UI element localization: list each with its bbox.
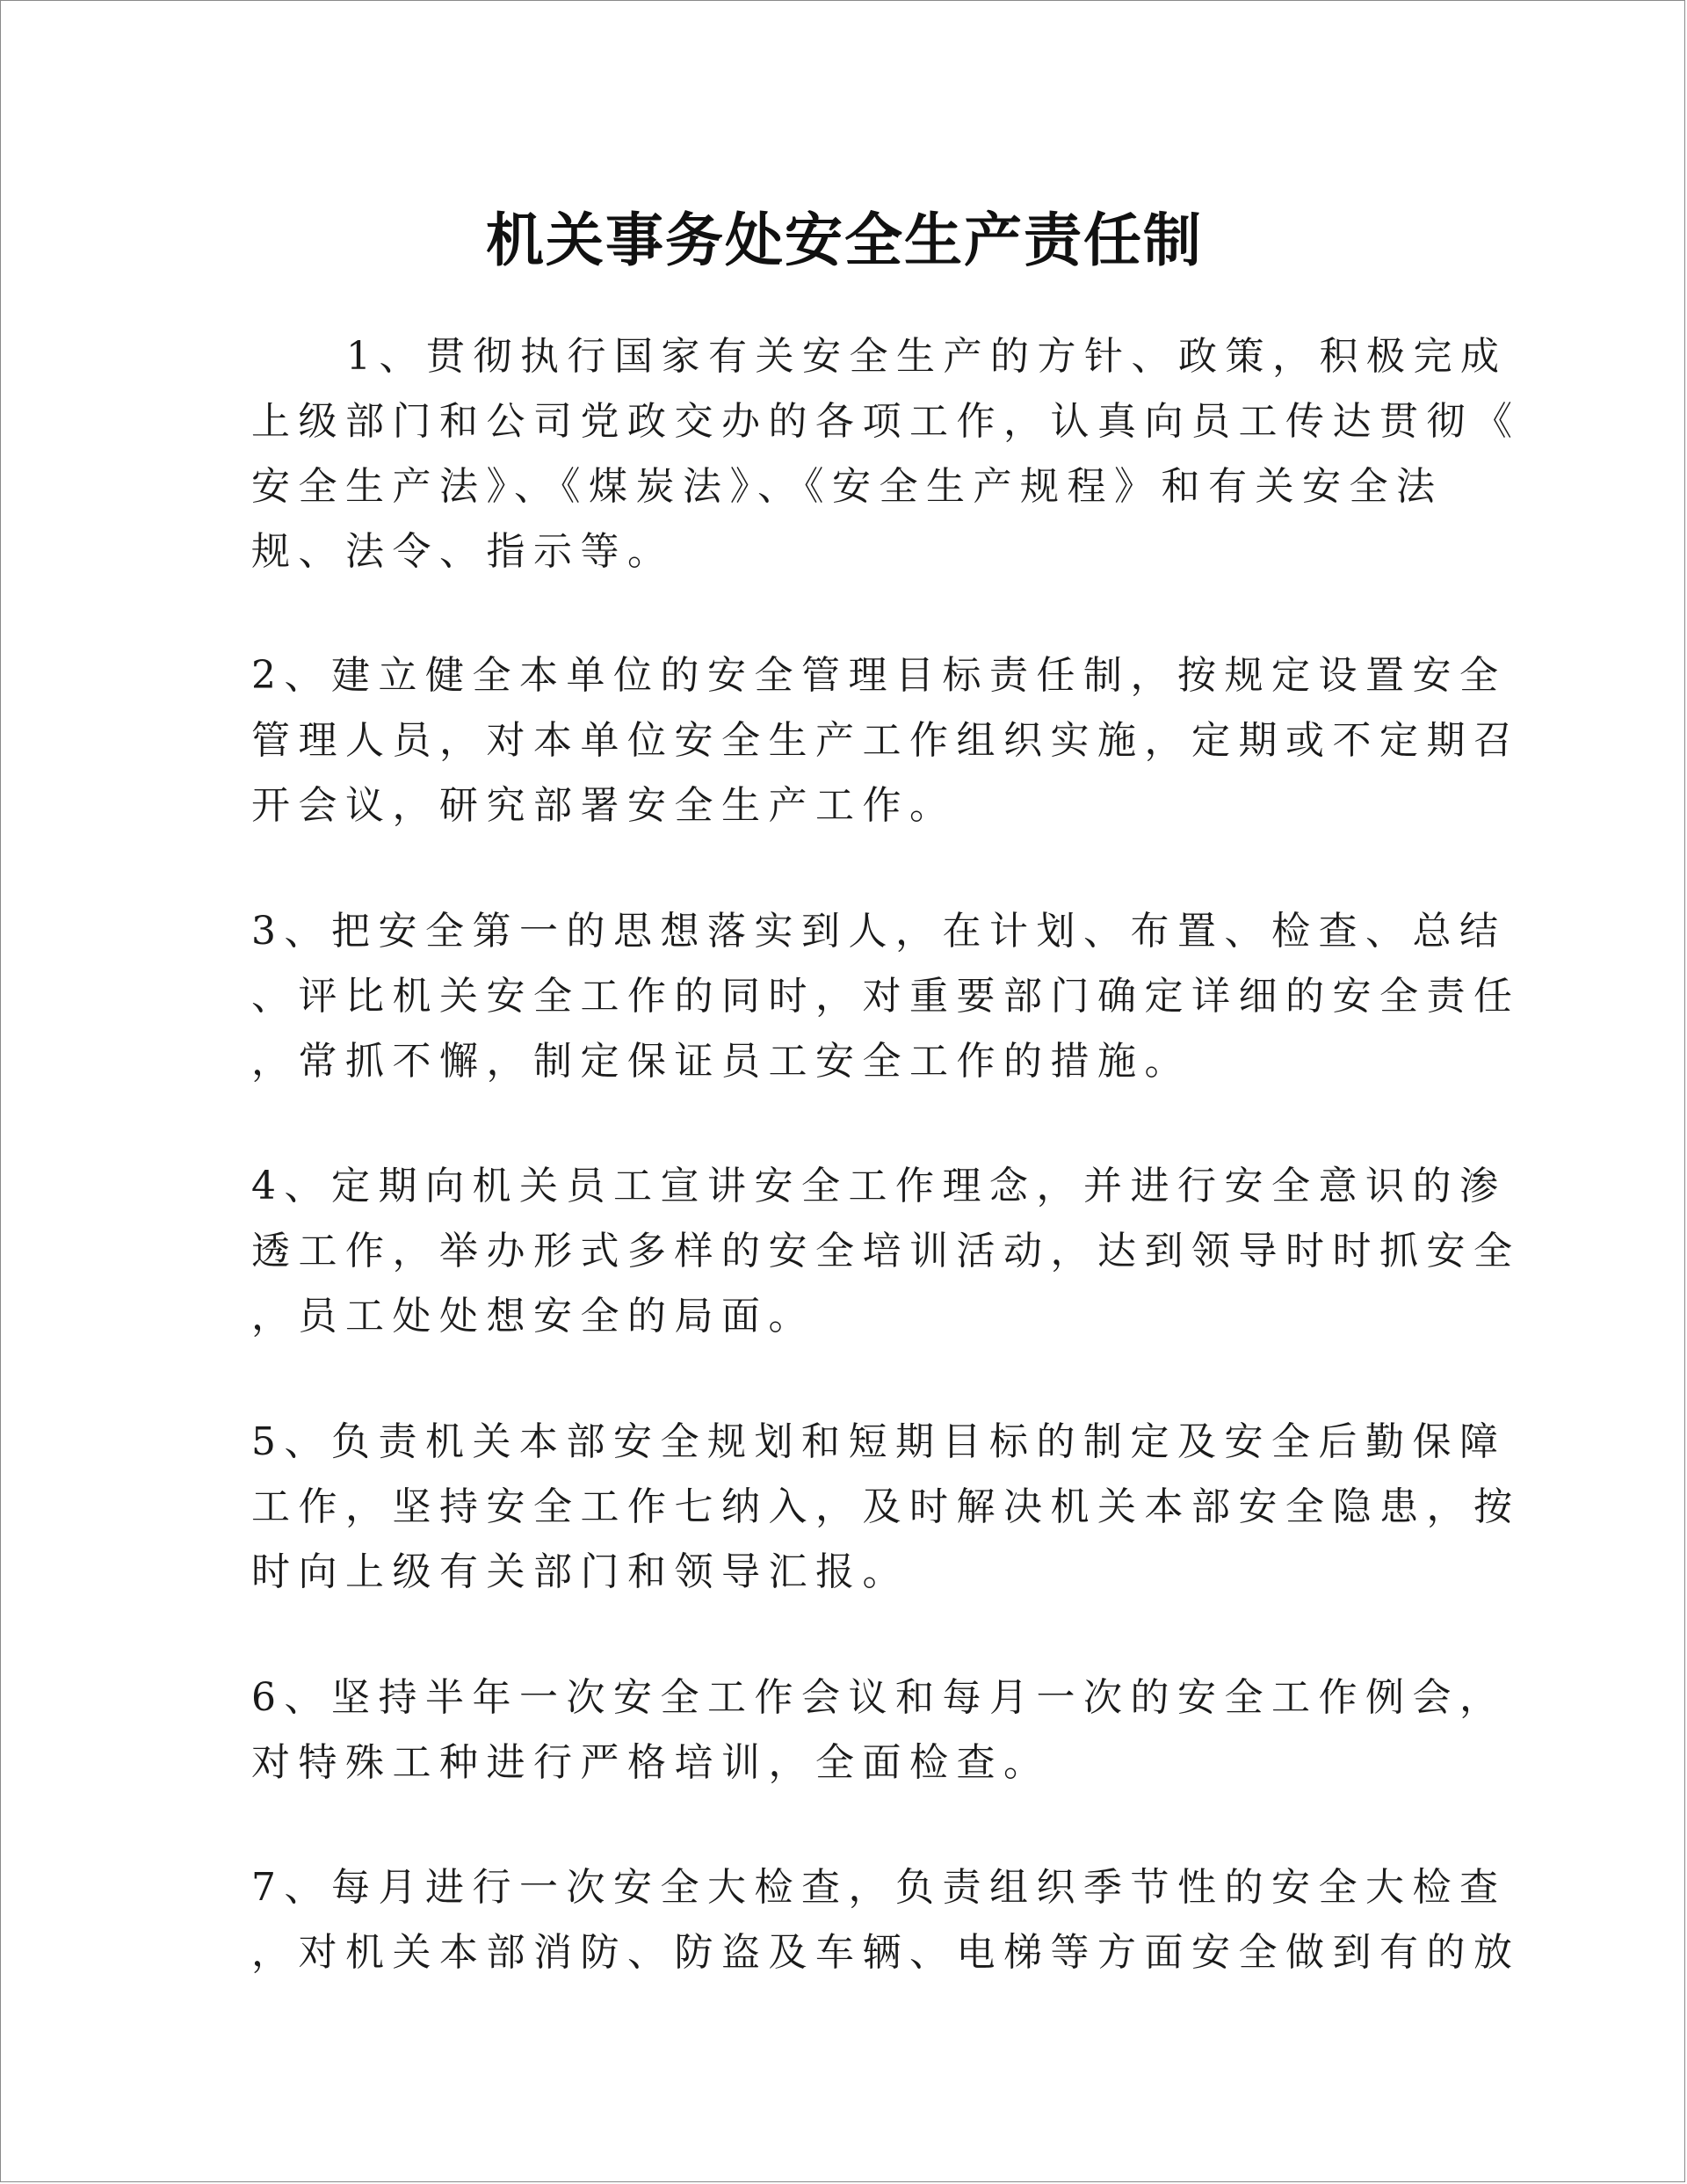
paragraph-2 [251, 643, 1521, 838]
paragraph-1 [251, 324, 1521, 584]
paragraph-line: 5、负责机关本部安全规划和短期目标的制定及安全后勤保障 [251, 1419, 1507, 1464]
paragraph-line: 上级部门和公司党政交办的各项工作，认真向员工传达贯彻《 [251, 399, 1521, 444]
paragraph-line: 6、坚持半年一次安全工作会议和每月一次的安全工作例会， [251, 1675, 1507, 1720]
paragraph-line: 对特殊工种进行严格培训，全面检查。 [251, 1740, 1051, 1785]
paragraph-line: 透工作，举办形式多样的安全培训活动，达到领导时时抓安全 [251, 1229, 1521, 1273]
paragraph-line: 4、定期向机关员工宣讲安全工作理念，并进行安全意识的渗 [251, 1164, 1507, 1208]
paragraph-line: 工作，坚持安全工作七纳入，及时解决机关本部安全隐患，按 [251, 1484, 1521, 1529]
paragraph-line: ，对机关本部消防、防盗及车辆、电梯等方面安全做到有的放 [251, 1930, 1521, 1975]
paragraph-line: 3、把安全第一的思想落实到人，在计划、布置、检查、总结 [251, 909, 1507, 954]
paragraph-line: 、评比机关安全工作的同时，对重要部门确定详细的安全责任 [251, 974, 1521, 1019]
paragraph-line: 1、贯彻执行国家有关安全生产的方针、政策，积极完成 [346, 334, 1508, 379]
paragraph-line: 安全生产法》、《煤炭法》、《安全生产规程》和有关安全法 [251, 464, 1444, 509]
paragraph-5 [251, 1410, 1521, 1605]
paragraph-line: 7、每月进行一次安全大检查，负责组织季节性的安全大检查 [251, 1865, 1507, 1910]
paragraph-6 [251, 1665, 1507, 1796]
paragraph-4 [251, 1154, 1521, 1349]
paragraph-line: 2、建立健全本单位的安全管理目标责任制，按规定设置安全 [251, 653, 1507, 698]
paragraph-line: ，员工处处想安全的局面。 [251, 1294, 815, 1339]
paragraph-line: 时向上级有关部门和领导汇报。 [251, 1549, 909, 1594]
paragraph-line: 规、法令、指示等。 [251, 529, 675, 574]
paragraph-line: 管理人员，对本单位安全生产工作组织实施，定期或不定期召 [251, 718, 1521, 763]
paragraph-line: ，常抓不懈，制定保证员工安全工作的措施。 [251, 1039, 1191, 1084]
paragraph-7 [251, 1855, 1521, 1985]
paragraph-line: 开会议，研究部署安全生产工作。 [251, 783, 957, 828]
document-title: 机关事务处安全生产责任制 [486, 207, 1203, 274]
paragraph-3 [251, 899, 1521, 1094]
